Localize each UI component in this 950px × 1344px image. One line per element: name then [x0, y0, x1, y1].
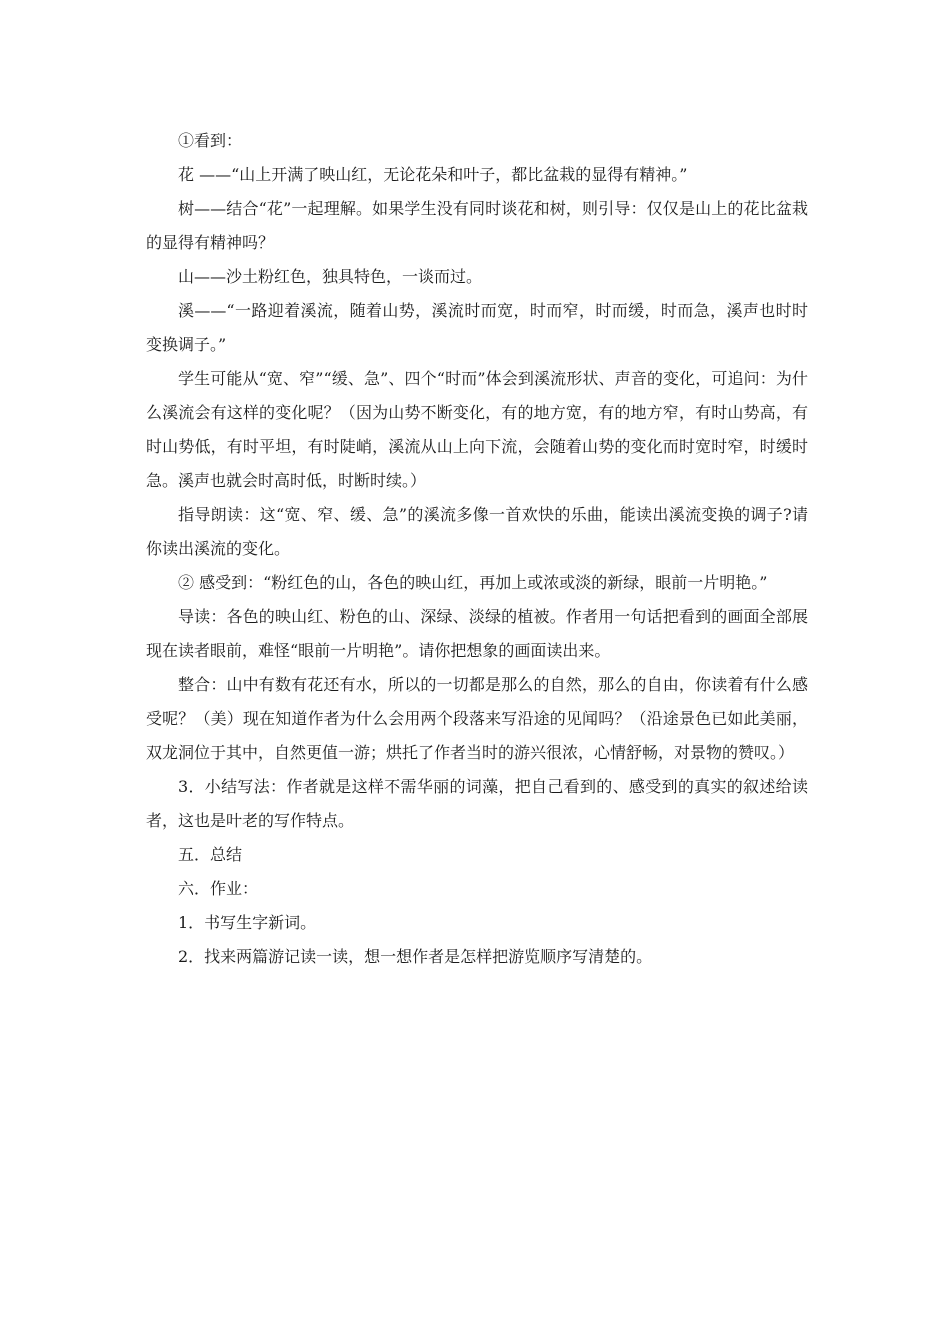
paragraph-mountain: 山——沙土粉红色，独具特色，一谈而过。	[178, 267, 483, 286]
section-heading-homework: 六．作业：	[178, 879, 259, 898]
homework-item-1: 1．书写生字新词。	[178, 913, 317, 932]
paragraph-guided-reading: 导读：各色的映山红、粉色的山、深绿、淡绿的植被。作者用一句话把看到的画面全部展现在读者眼前，难怪“眼前一片明艳”。请你把想象的画面读出来。	[146, 607, 808, 660]
paragraph-flowers: 花 ——“山上开满了映山红，无论花朵和叶子，都比盆栽的显得有精神。”	[178, 165, 688, 184]
paragraph-integration: 整合：山中有数有花还有水，所以的一切都是那么的自然，那么的自由，你读着有什么感受呢？（美）现在知道作者为什么会用两个段落来写沿途的见闻吗？（沿途景色已如此美丽，双龙洞位于其中，自然更值一游；烘托了作者当时的游兴很浓，心情舒畅，对景物的赞叹。）	[146, 675, 808, 762]
heading-seen: ①看到：	[178, 131, 243, 150]
paragraph-stream-analysis: 学生可能从“宽、窄”“缓、急”、四个“时而”体会到溪流形状、声音的变化，可追问：为什么溪流会有这样的变化呢？（因为山势不断变化，有的地方宽，有的地方窄，有时山势高，有时山势低，有时平坦，有时陡峭，溪流从山上向下流，会随着山势的变化而时宽时窄，时缓时急。溪声也就会时高时低，时断时续。）	[146, 369, 808, 490]
homework-item-2: 2．找来两篇游记读一读，想一想作者是怎样把游览顺序写清楚的。	[178, 947, 653, 966]
paragraph-reading-guidance: 指导朗读：这“宽、窄、缓、急”的溪流多像一首欢快的乐曲，能读出溪流变换的调子?请你读出溪流的变化。	[146, 505, 808, 558]
paragraph-trees: 树——结合“花”一起理解。如果学生没有同时谈花和树，则引导：仅仅是山上的花比盆栽的显得有精神吗？	[146, 199, 808, 252]
paragraph-felt: ② 感受到：“粉红色的山，各色的映山红，再加上或浓或淡的新绿，眼前一片明艳。”	[178, 573, 768, 592]
paragraph-stream: 溪——“一路迎着溪流，随着山势，溪流时而宽，时而窄，时而缓，时而急，溪声也时时变换调子。”	[146, 301, 808, 354]
paragraph-writing-summary: 3．小结写法：作者就是这样不需华丽的词藻，把自己看到的、感受到的真实的叙述给读者，这也是叶老的写作特点。	[146, 777, 808, 830]
section-heading-summary: 五．总结	[178, 845, 243, 864]
document-body	[146, 124, 808, 974]
